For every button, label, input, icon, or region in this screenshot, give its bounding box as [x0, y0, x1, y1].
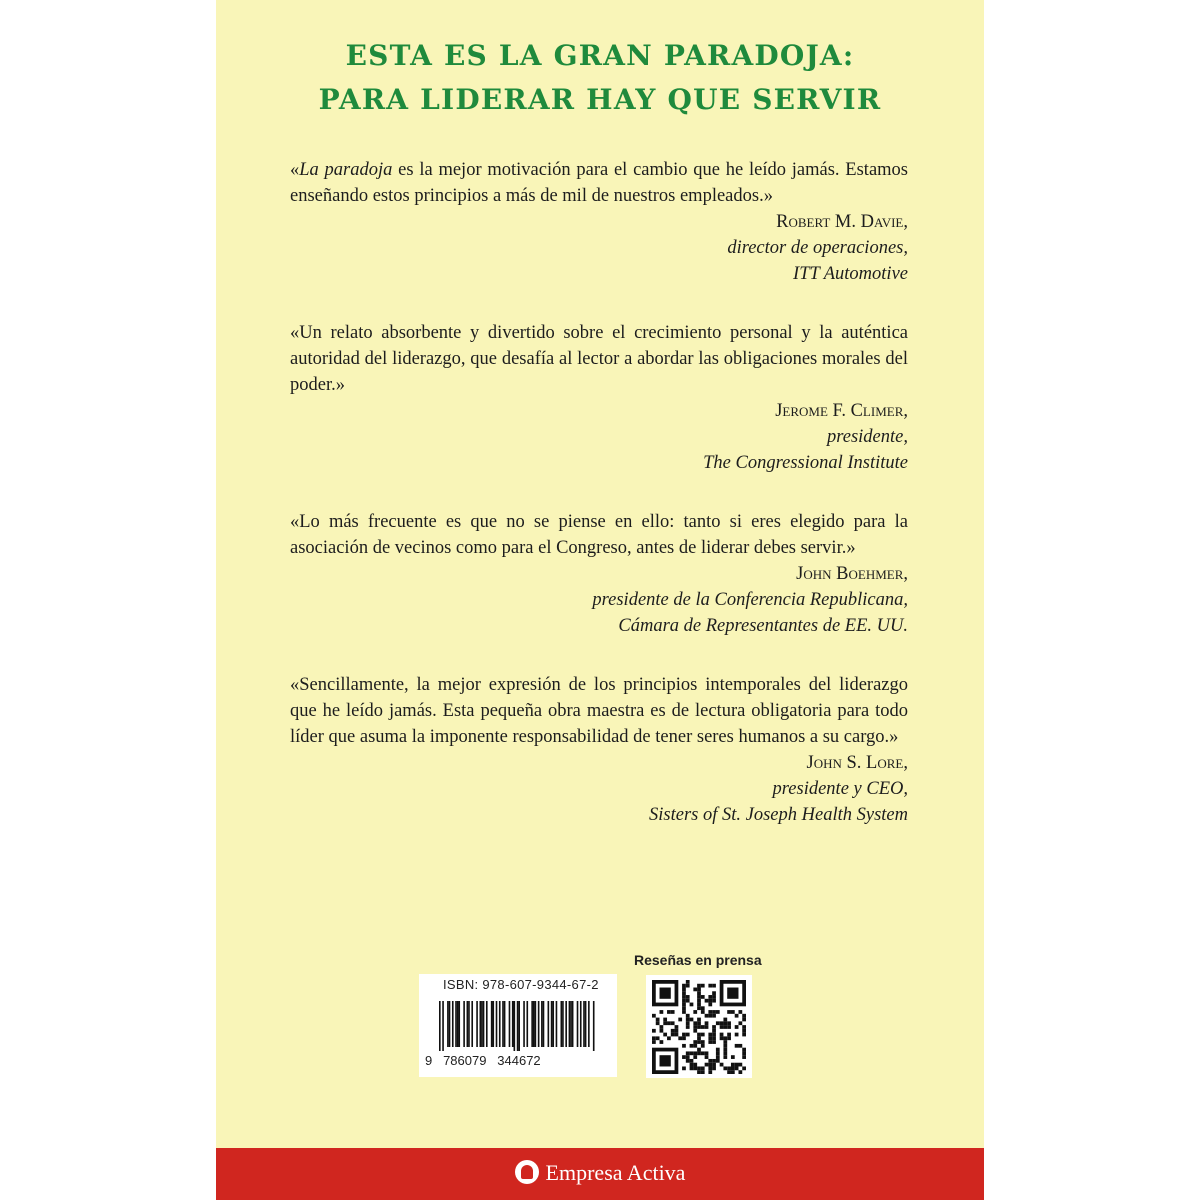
review-quote: «Un relato absorbente y divertido sobre el crecimiento personal y la auténtica autoridad del liderazgo, que desafía al lector a abordar las obligaciones morales del poder.»: [290, 323, 908, 395]
publisher-name: Empresa Activa: [545, 1160, 686, 1185]
review-4: [290, 672, 908, 828]
review-attribution: [290, 561, 908, 639]
publisher-logo-icon: [515, 1160, 539, 1184]
review-attribution: [290, 209, 908, 287]
book-back-cover: [216, 0, 984, 1200]
reviewer-organization: ITT Automotive: [793, 264, 908, 284]
reviewer-name: Robert M. Davie,: [776, 212, 908, 232]
headline-line-2: PARA LIDERAR HAY QUE SERVIR: [318, 83, 882, 116]
review-attribution: [290, 398, 908, 476]
headline: [216, 34, 984, 122]
reviewer-organization: The Congressional Institute: [703, 453, 908, 473]
reviewer-organization: Cámara de Representantes de EE. UU.: [618, 616, 908, 636]
isbn-label: ISBN: 978-607-9344-67-2: [443, 977, 599, 992]
reviews: [290, 157, 908, 861]
reviewer-organization: Sisters of St. Joseph Health System: [649, 805, 908, 825]
reviewer-role: presidente,: [826, 427, 908, 447]
publisher-brand: [216, 1158, 984, 1188]
publisher-footer: [216, 1148, 984, 1200]
reviewer-role: director de operaciones,: [727, 238, 908, 258]
isbn-barcode-box: [419, 974, 617, 1077]
review-3: [290, 509, 908, 639]
review-1: [290, 157, 908, 287]
book-title: La paradoja: [299, 160, 393, 180]
barcode-icon: [439, 1001, 597, 1051]
reviewer-name: John Boehmer,: [796, 564, 908, 584]
reviewer-name: Jerome F. Climer,: [775, 401, 908, 421]
review-attribution: [290, 750, 908, 828]
reviewer-role: presidente de la Conferencia Republicana,: [592, 590, 908, 610]
review-2: [290, 320, 908, 476]
reviewer-name: John S. Lore,: [806, 753, 908, 773]
qr-code-box[interactable]: [646, 975, 752, 1078]
review-quote: «Sencillamente, la mejor expresión de los principios intemporales del liderazgo que he leído jamás. Esta pequeña obra maestra es de lectura obligatoria para todo líder que asuma la imponente responsabilidad de tener seres humanos a su cargo.»: [290, 675, 908, 747]
review-quote: «La paradoja es la mejor motivación para el cambio que he leído jamás. Estamos enseñando estos principios a más de mil de nuestros empleados.»: [290, 160, 908, 206]
press-reviews-label: Reseñas en prensa: [634, 952, 762, 968]
qr-code-icon[interactable]: [652, 980, 746, 1074]
reviewer-role: presidente y CEO,: [772, 779, 908, 799]
barcode-digits: 9 786079 344672: [425, 1053, 541, 1068]
review-quote: «Lo más frecuente es que no se piense en ello: tanto si eres elegido para la asociación de vecinos como para el Congreso, antes de liderar debes servir.»: [290, 512, 908, 558]
headline-line-1: ESTA ES LA GRAN PARADOJA:: [345, 39, 855, 72]
